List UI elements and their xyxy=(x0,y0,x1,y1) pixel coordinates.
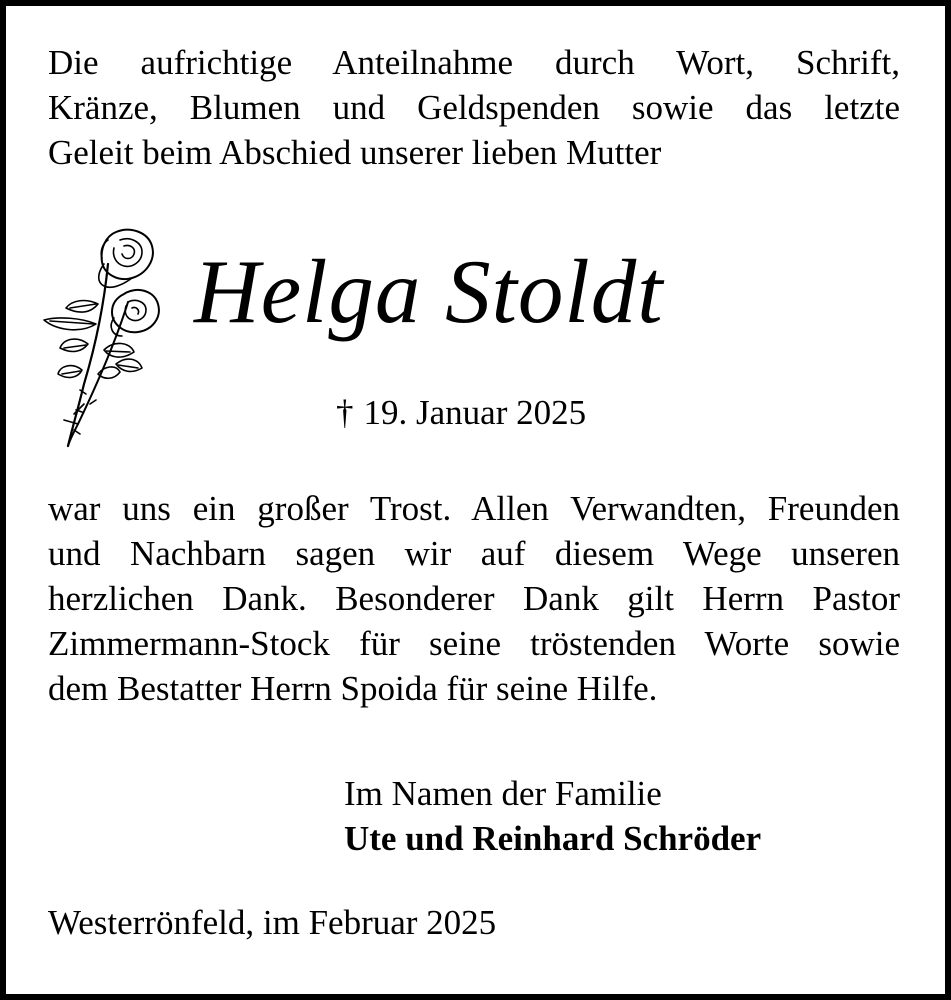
deceased-name: Helga Stoldt xyxy=(194,241,664,342)
rose-icon xyxy=(38,224,162,454)
thanks-line: Zimmermann-Stock für seine tröstenden Worte sowie xyxy=(48,624,900,663)
signature-names: Ute und Reinhard Schröder xyxy=(344,819,762,858)
thanks-paragraph xyxy=(48,486,900,711)
death-date: 19. Januar 2025 xyxy=(363,393,587,432)
thanks-line: war uns ein großer Trost. Allen Verwandten, Freunden xyxy=(48,489,900,528)
cross-icon: † xyxy=(336,393,354,432)
signature-intro: Im Namen der Familie xyxy=(344,774,662,813)
intro-line: Kränze, Blumen und Geldspenden sowie das letzte xyxy=(48,88,900,127)
intro-line: Geleit beim Abschied unserer lieben Mutter xyxy=(48,133,662,172)
death-date-line xyxy=(336,392,586,434)
thanks-line: dem Bestatter Herrn Spoida für seine Hilfe. xyxy=(48,669,658,708)
intro-paragraph xyxy=(48,40,900,175)
place-date: Westerrönfeld, im Februar 2025 xyxy=(48,903,497,942)
thanks-line: und Nachbarn sagen wir auf diesem Wege unseren xyxy=(48,534,900,573)
thanks-line: herzlichen Dank. Besonderer Dank gilt Herrn Pastor xyxy=(48,579,900,618)
intro-line: Die aufrichtige Anteilnahme durch Wort, Schrift, xyxy=(48,43,900,82)
